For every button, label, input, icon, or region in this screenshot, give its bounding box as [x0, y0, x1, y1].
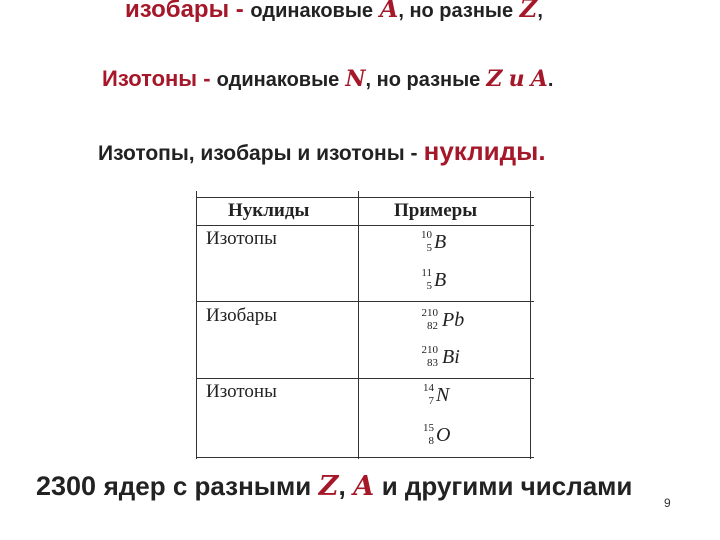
footer-text: ядер с разными: [103, 471, 312, 501]
table-border: [196, 457, 534, 458]
mass-number: 10: [421, 229, 432, 241]
nuclides-term: нуклиды.: [423, 136, 546, 166]
header-examples: Примеры: [394, 200, 478, 221]
atomic-number: 5: [426, 280, 432, 292]
var-a: A: [530, 66, 548, 92]
atomic-number: 8: [428, 435, 434, 447]
header-nuclides: Нуклиды: [228, 200, 310, 221]
isotones-term: Изотоны: [102, 66, 198, 91]
mass-number: 15: [423, 422, 434, 434]
count-number: 2300: [36, 471, 97, 501]
mass-number: 210: [421, 307, 438, 319]
var-z: Z: [519, 0, 538, 23]
table-border: [196, 191, 197, 459]
row-label-isotopes: Изотопы: [206, 228, 277, 249]
element-symbol: B: [434, 231, 447, 253]
isobars-term: изобары: [125, 0, 230, 23]
mass-number: 11: [421, 267, 432, 279]
atomic-number: 82: [427, 320, 438, 332]
punct: ,: [537, 0, 543, 22]
page-number: 9: [664, 496, 671, 510]
footer-statement: [36, 471, 720, 502]
atomic-number: 7: [428, 395, 434, 407]
table-border: [196, 301, 534, 302]
desc-text: одинаковые: [216, 69, 340, 91]
isotones-definition: [102, 66, 720, 92]
punct: ,: [338, 471, 346, 501]
desc-text: , но разные: [398, 0, 514, 22]
table-border: [358, 191, 359, 459]
var-z: Z: [318, 471, 339, 502]
var-a: A: [379, 0, 399, 23]
dash: -: [203, 66, 211, 91]
atomic-number: 83: [427, 357, 438, 369]
atomic-number: 5: [426, 242, 432, 254]
row-label-isobars: Изобары: [206, 305, 277, 326]
mass-number: 14: [423, 382, 434, 394]
table-border: [196, 225, 534, 226]
mass-number: 210: [421, 344, 438, 356]
var-a: A: [353, 471, 375, 502]
row-label-isotones: Изотоны: [206, 381, 277, 402]
punct: .: [547, 69, 554, 91]
var-n: N: [345, 66, 366, 92]
table-border: [530, 191, 531, 459]
desc-text: , но разные: [365, 69, 481, 91]
element-symbol: Pb: [442, 309, 465, 331]
var-z: Z: [486, 66, 503, 92]
element-symbol: O: [436, 424, 451, 446]
element-symbol: B: [434, 269, 447, 291]
and-word: и: [508, 66, 525, 92]
desc-text: одинаковые: [250, 0, 374, 22]
nuclides-text: Изотопы, изобары и изотоны -: [98, 142, 418, 165]
table-border: [196, 197, 534, 198]
nuclides-statement: [98, 136, 720, 167]
nuclides-table: [196, 191, 534, 459]
isobars-definition: [125, 0, 720, 24]
element-symbol: Bi: [442, 346, 460, 368]
footer-text: и другими числами: [381, 471, 633, 501]
dash: -: [235, 0, 244, 23]
table-border: [196, 378, 534, 379]
element-symbol: N: [436, 384, 450, 406]
